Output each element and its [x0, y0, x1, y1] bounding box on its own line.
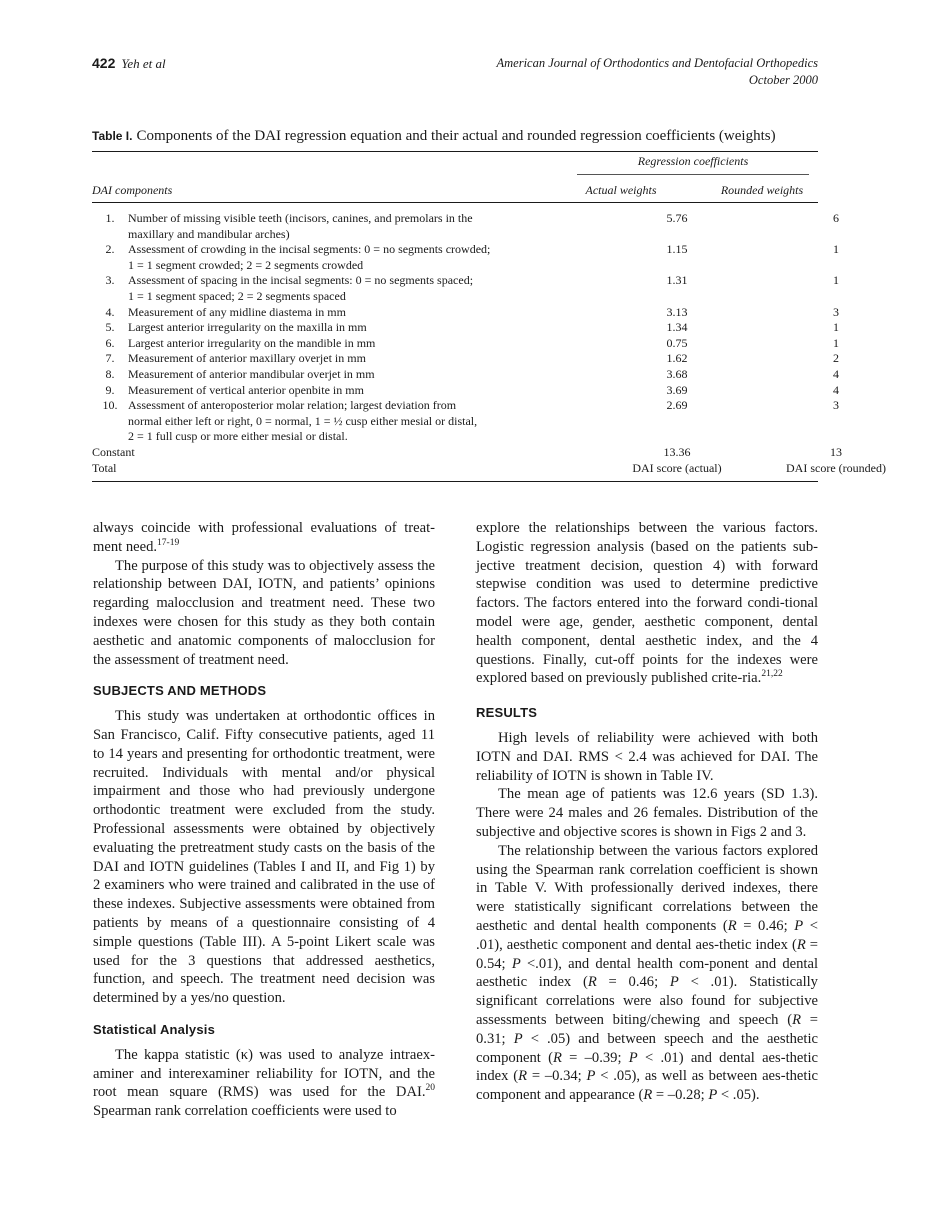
body-column-right: [476, 519, 818, 1105]
paragraph: This study was undertaken at orthodontic offices in San Francisco, Calif. Fifty consecutive patients, aged 11 to 14 years and presenting for orthodontic treatment, were recruited. Individuals with mental and/or physical impairment and those who had previously undergone orthodontic treatment were excluded from the study. Professional assessments were obtained by objectively evaluating the pretreatment study casts on the basis of the DAI and IOTN guidelines (Tables I and II, and Fig 1) by 2 examiners who were trained and calibrated in the use of these indexes. Subjective assessments were obtained from patients by means of a questionnaire consisting of 4 simple questions (Table III). A 5-point Likert scale was used for the 3 questions that addressed aesthetics, function, and speech. The treatment need decision was determined by a yes/no question.: [93, 708, 435, 1007]
table-row: 9. Measurement of vertical anterior openbite in mm 3.69 4: [105, 382, 839, 397]
regression-coefficients-header: Regression coefficients: [637, 154, 749, 168]
running-header-left: [92, 55, 166, 73]
dai-components-table: [92, 211, 886, 476]
citation: 17-19: [157, 537, 180, 548]
column-header-rounded: Rounded weights: [720, 183, 804, 197]
citation: 20: [425, 1083, 435, 1094]
section-heading-results: RESULTS: [476, 705, 538, 721]
paragraph: always coincide with professional evaluations of treat-ment need.$^{17-19}$: [93, 520, 435, 555]
running-header-right: [497, 55, 819, 89]
table-row: 6. Largest anterior irregularity on the mandible in mm 0.75 1: [105, 335, 839, 350]
table-row: 5. Largest anterior irregularity on the maxilla in mm 1.34 1: [105, 320, 839, 335]
citation: 21,22: [761, 669, 783, 680]
table-row: 2. Assessment of crowding in the incisal segments: 0 = no segments crowded; 1 = 1 segment crowded; 2 = 2 segments crowded 1.15 1: [105, 242, 839, 272]
table-row: 1. Number of missing visible teeth (incisors, canines, and premolars in the maxillary and mandibular arches) 5.76 6: [105, 211, 839, 241]
paragraph: The relationship between the various factors explored using the Spearman rank correlation coefficient is shown in Table V. With professionally derived indexes, there were statistically significant correlations between the aesthetic and dental health components (R = 0.46; P < .01), aesthetic component and dental aes-thetic index (R = 0.54; P <.01), and dental health com-ponent and dental aesthetic index (R = 0.46; P < .01). Statistically significant correlations were also found for subjective assessments between biting/chewing and speech (R = 0.31; P < .05) and between speech and the aesthetic component (R = –0.39; P < .01) and dental aes-thetic index (R = –0.34; P < .05), as well as between aes-thetic component and appearance (R = –0.28; P < .05).: [476, 842, 818, 1104]
table-row: 3. Assessment of spacing in the incisal segments: 0 = no segments spaced; 1 = 1 segment spaced; 2 = 2 segments spaced 1.31 1: [105, 273, 839, 303]
group-header-rule: [577, 174, 809, 175]
paragraph: The kappa statistic (κ) was used to analyze intraex-aminer and interexaminer reliability for IOTN, and the root mean square (RMS) was used for the DAI.$^{20}$ Spearman rank correlation coefficients were used to: [93, 1046, 435, 1120]
table-label: Table I.: [92, 129, 133, 143]
table-row: 4. Measurement of any midline diastema in mm 3.13 3: [105, 304, 839, 319]
table-top-rule: [92, 151, 818, 152]
table-row: 10. Assessment of anteroposterior molar relation; largest deviation from normal either left or right, 0 = normal, 1 = ½ cusp either mesial or distal, 2 = 1 full cusp or more either mesial or distal. 2.69 3: [102, 398, 839, 444]
paragraph: The mean age of patients was 12.6 years (SD 1.3). There were 24 males and 26 females. Distribution of the subjective and objective scores is shown in Figs 2 and 3.: [476, 786, 818, 840]
table-row: 8. Measurement of anterior mandibular overjet in mm 3.68 4: [105, 366, 839, 381]
table-caption-text: Components of the DAI regression equation and their actual and rounded regression coefficients (weights): [136, 128, 776, 144]
table-row: 7. Measurement of anterior maxillary overjet in mm 1.62 2: [105, 351, 839, 366]
running-authors: Yeh et al: [121, 56, 166, 71]
body-column-left: [93, 519, 435, 1121]
paragraph: explore the relationships between the various factors. Logistic regression analysis (based on the patients sub-jective treatment decision, question 4) with forward stepwise condition was used to determine predictive factors. The factors entered into the forward condi-tional model were age, gender, aesthetic component, dental health component, dental aesthetic index, and the 4 questions. Finally, cut-off points for the indexes were explored based on previously published crite-ria.$^{21,22}$: [476, 520, 818, 687]
paragraph: High levels of reliability were achieved with both IOTN and DAI. RMS < 2.4 was achieved for DAI. The reliability of IOTN is shown in Table IV.: [476, 729, 818, 784]
paragraph: The purpose of this study was to objectively assess the relationship between DAI, IOTN, and patients’ opinions regarding malocclusion and treatment need. These two indexes were chosen for this study as they both contain aesthetic and anatomic components of malocclusion for the assessment of treatment need.: [93, 557, 435, 668]
table-row-total: Total DAI score (actual) DAI score (rounded): [92, 460, 886, 475]
section-heading-statistics: Statistical Analysis: [93, 1021, 216, 1037]
section-heading-methods: SUBJECTS AND METHODS: [93, 683, 267, 699]
table-caption: [92, 128, 832, 145]
issue-date: October 2000: [748, 73, 818, 87]
column-header-components: DAI components: [92, 183, 173, 197]
page-number: 422: [92, 55, 116, 71]
table-header-rule: [92, 202, 818, 203]
table-row-constant: Constant 13.36 13: [92, 444, 842, 459]
table-bottom-rule: [92, 481, 818, 482]
journal-name: American Journal of Orthodontics and Dentofacial Orthopedics: [496, 56, 818, 70]
column-header-actual: Actual weights: [585, 183, 657, 197]
